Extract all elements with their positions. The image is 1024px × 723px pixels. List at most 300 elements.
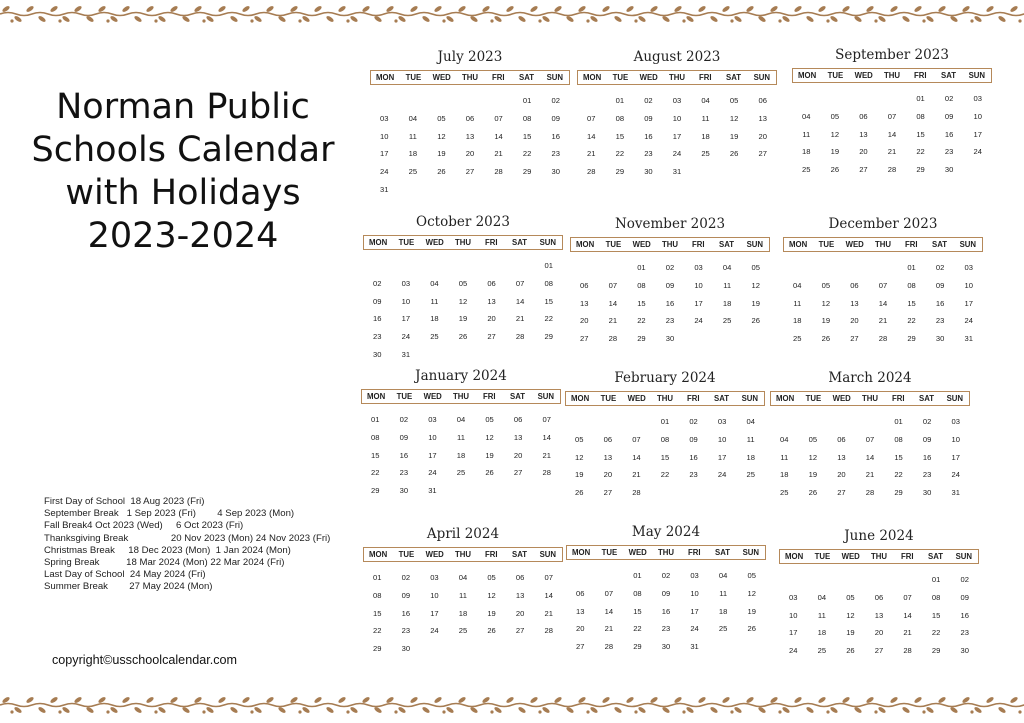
weekday-header: [577, 70, 777, 85]
day-cell: 19: [846, 628, 855, 638]
weekday-label: MON: [571, 394, 590, 403]
day-cell: 13: [513, 432, 523, 442]
day-cell: 17: [430, 608, 439, 618]
day-cell: 09: [935, 280, 945, 290]
day-cell: 04: [458, 573, 468, 582]
day-cell: 30: [960, 646, 969, 656]
day-cell: 12: [808, 452, 818, 462]
day-blank: [456, 92, 485, 110]
day-grid: [770, 413, 970, 502]
day-cell: 11: [746, 434, 755, 444]
day-cell: 20: [874, 628, 884, 638]
day-cell: 14: [542, 432, 551, 442]
weekday-label: TUE: [818, 240, 835, 249]
day-cell: 22: [916, 147, 925, 157]
day-blank: [836, 571, 865, 589]
day-cell: 18: [793, 316, 802, 326]
day-cell: 29: [916, 165, 925, 175]
copyright-text: copyright©usschoolcalendar.com: [52, 653, 237, 667]
weekday-label: SUN: [539, 550, 557, 559]
day-cell: 02: [661, 571, 671, 580]
day-cell: 22: [931, 628, 941, 638]
weekday-header: [361, 389, 561, 404]
day-cell: 09: [665, 280, 675, 290]
month-name: October 2023: [416, 214, 510, 230]
day-cell: 06: [758, 96, 767, 105]
day-cell: 02: [922, 417, 932, 426]
day-grid: [577, 92, 777, 181]
day-cell: 17: [690, 606, 699, 616]
day-cell: 18: [746, 452, 755, 462]
weekday-label: TUE: [612, 73, 629, 82]
weekday-label: THU: [874, 240, 891, 249]
day-cell: 08: [637, 280, 646, 290]
month-name: March 2024: [828, 370, 912, 386]
day-cell: 24: [401, 332, 411, 342]
day-cell: 07: [515, 278, 525, 288]
day-cell: 10: [717, 434, 727, 444]
holiday-row: First Day of School 18 Aug 2023 (Fri): [44, 496, 205, 507]
day-cell: 04: [793, 280, 802, 290]
weekday-label: SAT: [512, 238, 528, 247]
weekday-label: TUE: [600, 394, 617, 403]
day-cell: 22: [615, 149, 625, 159]
day-cell: 09: [944, 111, 954, 121]
month-name: September 2023: [835, 47, 949, 63]
weekday-label: THU: [454, 550, 471, 559]
weekday-label: SUN: [968, 71, 986, 80]
day-blank: [840, 259, 869, 277]
day-blank: [595, 567, 624, 585]
weekday-label: TUE: [398, 550, 415, 559]
day-cell: 18: [802, 147, 811, 157]
weekday-label: THU: [452, 392, 469, 401]
month-10: [566, 523, 766, 656]
day-cell: 20: [603, 470, 613, 480]
month-11: [779, 527, 979, 660]
month-0: [370, 48, 570, 199]
day-cell: 19: [437, 149, 446, 159]
day-cell: 01: [522, 96, 532, 105]
day-cell: 17: [964, 298, 973, 308]
day-cell: 26: [487, 626, 496, 636]
day-cell: 27: [758, 149, 767, 159]
day-cell: 13: [515, 590, 525, 600]
day-cell: 09: [960, 592, 969, 602]
day-grid: [363, 257, 563, 364]
day-cell: 07: [632, 434, 641, 444]
day-cell: 30: [944, 165, 954, 175]
day-cell: 07: [587, 113, 596, 123]
day-cell: 20: [580, 316, 589, 326]
day-blank: [856, 413, 885, 431]
day-cell: 15: [544, 296, 553, 306]
day-cell: 25: [793, 334, 802, 344]
day-cell: 25: [458, 626, 468, 636]
day-cell: 27: [580, 334, 589, 344]
day-cell: 13: [837, 452, 846, 462]
weekday-label: SUN: [753, 73, 771, 82]
month-6: [361, 367, 561, 500]
day-cell: 04: [722, 263, 732, 272]
day-cell: 11: [817, 610, 826, 620]
weekday-header: [566, 545, 766, 560]
day-cell: 21: [878, 316, 888, 326]
weekday-label: TUE: [605, 240, 622, 249]
day-cell: 11: [719, 588, 728, 598]
day-cell: 18: [718, 606, 728, 616]
day-cell: 24: [717, 470, 727, 480]
day-cell: 30: [935, 334, 945, 344]
page-title: Norman Public Schools Calendar with Holidays 2023-2024: [31, 87, 335, 256]
day-cell: 29: [931, 646, 941, 656]
weekday-label: SUN: [746, 240, 764, 249]
day-cell: 16: [644, 131, 653, 141]
day-blank: [770, 413, 799, 431]
day-cell: 13: [603, 452, 613, 462]
weekday-label: SUN: [959, 240, 977, 249]
day-cell: 10: [964, 280, 973, 290]
day-grid: [783, 259, 983, 348]
day-cell: 17: [717, 452, 727, 462]
day-cell: 09: [399, 432, 409, 442]
day-cell: 23: [401, 626, 411, 636]
weekday-label: WED: [632, 240, 651, 249]
day-cell: 30: [644, 167, 653, 177]
day-cell: 13: [580, 298, 589, 308]
day-cell: 29: [522, 167, 532, 177]
day-cell: 29: [371, 486, 380, 496]
day-cell: 22: [894, 470, 903, 480]
weekday-label: WED: [425, 238, 444, 247]
day-blank: [783, 259, 812, 277]
day-cell: 19: [830, 147, 840, 157]
day-blank: [849, 90, 878, 108]
weekday-label: FRI: [687, 548, 701, 557]
month-5: [783, 215, 983, 348]
day-cell: 11: [802, 129, 811, 139]
day-blank: [893, 571, 922, 589]
day-cell: 07: [903, 592, 912, 602]
month-name: November 2023: [614, 216, 726, 232]
day-cell: 08: [916, 111, 925, 121]
weekday-label: SAT: [928, 552, 944, 561]
day-cell: 24: [973, 147, 982, 157]
day-cell: 23: [665, 316, 675, 326]
day-blank: [392, 257, 421, 275]
day-cell: 02: [401, 573, 411, 582]
month-8: [770, 369, 970, 502]
day-cell: 28: [608, 334, 618, 344]
day-cell: 20: [758, 131, 767, 141]
day-cell: 19: [729, 131, 739, 141]
day-cell: 14: [608, 298, 618, 308]
day-cell: 24: [789, 646, 798, 656]
weekday-header: [770, 391, 970, 406]
holiday-row: Fall Break4 Oct 2023 (Wed) 6 Oct 2023 (Fri): [44, 520, 244, 532]
day-cell: 28: [587, 167, 596, 177]
day-cell: 23: [373, 332, 382, 342]
month-name: February 2024: [614, 370, 716, 386]
day-blank: [477, 257, 506, 275]
day-cell: 15: [371, 450, 380, 460]
day-cell: 02: [689, 417, 698, 426]
weekday-label: WED: [425, 550, 444, 559]
day-cell: 18: [408, 149, 418, 159]
day-cell: 06: [859, 111, 868, 121]
day-cell: 08: [931, 592, 941, 602]
day-grid: [361, 411, 561, 500]
day-cell: 31: [690, 642, 699, 652]
weekday-label: FRI: [904, 240, 918, 249]
day-cell: 15: [916, 129, 925, 139]
day-cell: 27: [874, 646, 884, 656]
day-cell: 26: [821, 334, 831, 344]
day-cell: 03: [401, 278, 411, 288]
day-cell: 17: [380, 149, 389, 159]
day-cell: 24: [690, 624, 699, 634]
day-cell: 08: [371, 432, 380, 442]
weekday-label: SUN: [741, 394, 759, 403]
bottom-vine-border: [0, 690, 1024, 720]
day-cell: 03: [430, 573, 439, 582]
day-cell: 09: [551, 113, 560, 123]
day-cell: 02: [644, 96, 653, 105]
day-cell: 15: [615, 131, 625, 141]
day-cell: 14: [515, 296, 525, 306]
weekday-label: SUN: [537, 392, 555, 401]
day-cell: 26: [830, 165, 840, 175]
day-cell: 24: [672, 149, 682, 159]
day-cell: 07: [604, 588, 614, 598]
day-cell: 10: [690, 588, 699, 598]
day-cell: 29: [907, 334, 916, 344]
weekday-label: FRI: [484, 550, 498, 559]
day-cell: 31: [380, 184, 389, 194]
day-blank: [570, 259, 599, 277]
day-cell: 17: [789, 628, 798, 638]
day-cell: 02: [944, 94, 954, 103]
day-cell: 31: [672, 167, 682, 177]
day-cell: 12: [437, 131, 446, 141]
day-blank: [865, 571, 894, 589]
day-cell: 18: [701, 131, 710, 141]
holiday-row: Thanksgiving Break 20 Nov 2023 (Mon) 24 Nov 2023 (Fri): [44, 532, 331, 544]
day-blank: [427, 92, 456, 110]
day-cell: 19: [808, 470, 818, 480]
day-cell: 30: [401, 644, 411, 654]
day-cell: 28: [544, 626, 553, 636]
weekday-header: [779, 549, 979, 564]
weekday-label: FRI: [482, 392, 496, 401]
day-cell: 17: [428, 450, 437, 460]
day-cell: 22: [373, 626, 382, 636]
day-cell: 15: [633, 606, 642, 616]
day-blank: [827, 413, 856, 431]
day-cell: 02: [935, 263, 945, 272]
day-cell: 21: [544, 608, 553, 618]
weekday-header: [565, 391, 765, 406]
day-cell: 22: [371, 468, 380, 478]
month-name: July 2023: [437, 49, 503, 65]
holiday-list: [44, 496, 354, 594]
day-cell: 27: [515, 626, 525, 636]
day-blank: [622, 413, 651, 431]
day-cell: 13: [850, 298, 859, 308]
day-cell: 26: [485, 468, 494, 478]
day-cell: 07: [542, 415, 551, 424]
day-cell: 12: [575, 452, 584, 462]
day-cell: 10: [789, 610, 798, 620]
month-1: [577, 48, 777, 181]
day-cell: 04: [780, 434, 789, 444]
day-cell: 21: [865, 470, 875, 480]
day-cell: 08: [522, 113, 532, 123]
day-cell: 21: [887, 147, 897, 157]
day-cell: 05: [747, 571, 756, 580]
day-cell: 17: [672, 131, 682, 141]
day-cell: 23: [922, 470, 932, 480]
holiday-row: Christmas Break 18 Dec 2023 (Mon) 1 Jan 2024 (Mon): [44, 544, 291, 556]
day-cell: 04: [430, 278, 439, 288]
day-cell: 08: [633, 588, 642, 598]
day-cell: 05: [821, 280, 831, 290]
day-blank: [599, 259, 628, 277]
day-cell: 10: [951, 434, 960, 444]
day-cell: 24: [964, 316, 973, 326]
day-cell: 28: [542, 468, 551, 478]
day-cell: 01: [931, 575, 941, 584]
weekday-header: [783, 237, 983, 252]
day-cell: 24: [380, 167, 389, 177]
day-cell: 31: [964, 334, 973, 344]
day-cell: 01: [633, 571, 642, 580]
day-cell: 18: [817, 628, 827, 638]
month-2: [792, 46, 992, 179]
day-cell: 29: [637, 334, 646, 344]
day-cell: 18: [780, 470, 789, 480]
day-cell: 01: [660, 417, 670, 426]
day-cell: 06: [603, 434, 613, 444]
day-blank: [779, 571, 808, 589]
day-cell: 10: [973, 111, 982, 121]
day-cell: 23: [661, 624, 671, 634]
day-cell: 15: [522, 131, 532, 141]
day-cell: 02: [551, 96, 560, 105]
day-cell: 30: [373, 349, 382, 359]
day-cell: 13: [758, 113, 767, 123]
day-cell: 25: [456, 468, 466, 478]
day-blank: [399, 92, 428, 110]
day-cell: 21: [604, 624, 614, 634]
day-cell: 12: [830, 129, 840, 139]
day-cell: 12: [821, 298, 831, 308]
day-cell: 31: [428, 486, 437, 496]
weekday-label: THU: [870, 552, 887, 561]
day-cell: 18: [458, 608, 468, 618]
day-cell: 20: [515, 608, 525, 618]
day-cell: 18: [456, 450, 466, 460]
day-cell: 13: [576, 606, 585, 616]
day-cell: 14: [632, 452, 641, 462]
day-cell: 14: [887, 129, 897, 139]
day-cell: 22: [660, 470, 670, 480]
day-cell: 24: [430, 626, 439, 636]
day-cell: 22: [522, 149, 532, 159]
month-name: April 2024: [426, 526, 500, 542]
day-cell: 27: [859, 165, 868, 175]
day-grid: [779, 571, 979, 660]
day-cell: 08: [373, 590, 382, 600]
weekday-label: TUE: [814, 552, 831, 561]
weekday-label: SUN: [955, 552, 973, 561]
day-cell: 29: [894, 488, 903, 498]
day-cell: 14: [604, 606, 614, 616]
day-cell: 29: [615, 167, 625, 177]
weekday-label: SUN: [946, 394, 964, 403]
day-cell: 17: [401, 314, 411, 324]
day-cell: 21: [608, 316, 618, 326]
holiday-row: September Break 1 Sep 2023 (Fri) 4 Sep 2023 (Mon): [44, 508, 295, 520]
weekday-label: WED: [854, 71, 873, 80]
day-cell: 11: [430, 296, 439, 306]
day-cell: 05: [437, 113, 446, 123]
weekday-label: SAT: [941, 71, 957, 80]
day-cell: 15: [894, 452, 903, 462]
weekday-label: THU: [861, 394, 878, 403]
day-cell: 05: [830, 111, 840, 121]
day-cell: 25: [802, 165, 811, 175]
weekday-header: [363, 547, 563, 562]
day-cell: 07: [494, 113, 503, 123]
weekday-label: FRI: [891, 394, 905, 403]
weekday-label: MON: [583, 73, 602, 82]
day-cell: 05: [751, 263, 760, 272]
day-cell: 15: [907, 298, 916, 308]
day-cell: 01: [637, 263, 646, 272]
day-cell: 09: [644, 113, 653, 123]
day-cell: 25: [430, 332, 439, 342]
day-cell: 12: [846, 610, 855, 620]
day-cell: 10: [428, 432, 437, 442]
day-cell: 20: [859, 147, 868, 157]
day-cell: 03: [694, 263, 703, 272]
day-blank: [363, 257, 392, 275]
day-cell: 26: [846, 646, 855, 656]
day-cell: 23: [399, 468, 409, 478]
holiday-row: Spring Break 18 Mar 2024 (Mon) 22 Mar 2024 (Fri): [44, 557, 285, 569]
day-cell: 23: [944, 147, 954, 157]
day-cell: 20: [576, 624, 585, 634]
day-cell: 23: [960, 628, 969, 638]
day-cell: 01: [894, 417, 903, 426]
day-cell: 01: [544, 261, 553, 270]
weekday-label: THU: [657, 548, 674, 557]
day-cell: 26: [808, 488, 818, 498]
day-cell: 03: [973, 94, 982, 103]
day-cell: 26: [575, 488, 584, 498]
day-cell: 28: [632, 488, 641, 498]
day-cell: 20: [465, 149, 475, 159]
weekday-label: WED: [628, 548, 647, 557]
day-cell: 09: [373, 296, 382, 306]
weekday-label: SAT: [932, 240, 948, 249]
day-cell: 09: [401, 590, 411, 600]
day-cell: 17: [694, 298, 703, 308]
weekday-label: TUE: [805, 394, 822, 403]
weekday-label: WED: [845, 240, 864, 249]
weekday-label: TUE: [396, 392, 413, 401]
